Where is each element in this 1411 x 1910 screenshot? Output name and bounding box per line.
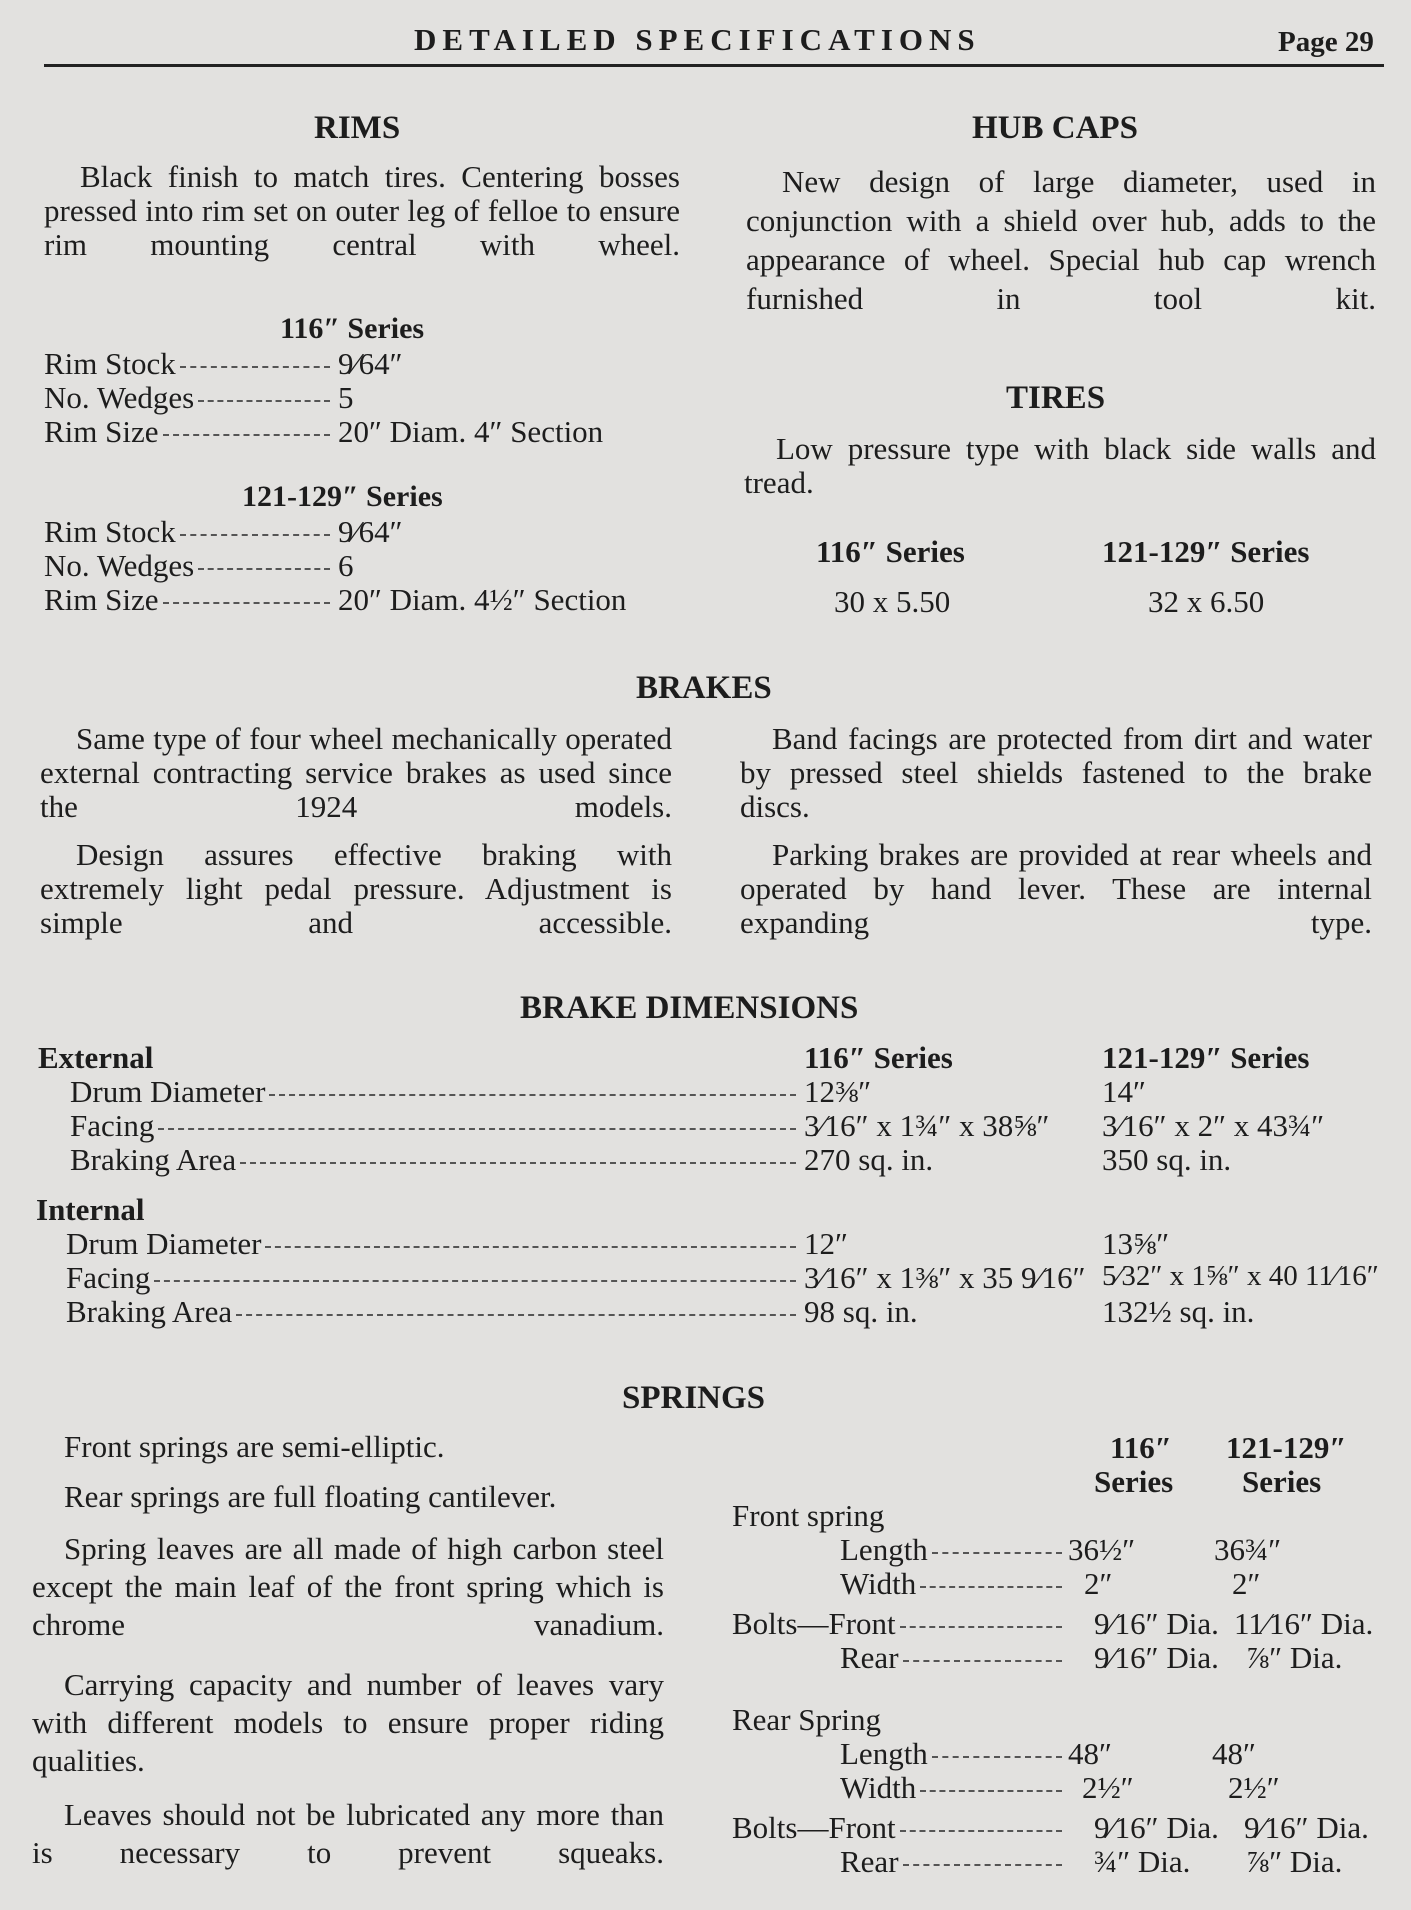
header-rule [44,64,1384,67]
brake-dims-heading: BRAKE DIMENSIONS [520,990,859,1026]
page-header-title: DETAILED SPECIFICATIONS [414,22,981,57]
rims-121-rim-stock-value: 9⁄64″ [338,514,403,549]
front-spring-bolts-rear-v1: 9⁄16″ Dia. [1094,1640,1219,1675]
rear-spring-row-bolts-front [732,1810,1066,1846]
leader-dots [920,1586,1062,1588]
rear-spring-length-v2: 48″ [1212,1736,1256,1771]
front-spring-width-v2: 2″ [1232,1566,1261,1601]
tires-col2-value: 32 x 6.50 [1148,584,1265,619]
page-number: Page 29 [1278,26,1374,58]
leader-dots [163,434,330,436]
row-label: Rim Stock [44,346,176,381]
rims-116-row-wedges [44,380,334,416]
front-spring-length-v1: 36½″ [1068,1532,1136,1567]
brake-ext-row-facing [70,1108,800,1144]
brake-int-area-v2: 132½ sq. in. [1102,1294,1255,1329]
leader-dots [163,602,330,604]
front-spring-bolts-front-v2: 11⁄16″ Dia. [1234,1606,1374,1641]
tires-col1-value: 30 x 5.50 [834,584,951,619]
rims-116-title: 116″ Series [280,312,425,345]
brake-int-facing-v2: 5⁄32″ x 1⅝″ x 40 11⁄16″ [1102,1260,1379,1292]
front-spring-title: Front spring [732,1498,885,1533]
springs-col2-head-b: Series [1242,1464,1322,1499]
tires-col2-head: 121-129″ Series [1102,534,1310,569]
rear-spring-bolts-rear-v1: ¾″ Dia. [1094,1844,1191,1879]
brake-ext-row-area [70,1142,800,1178]
springs-p4: Carrying capacity and number of leaves vary with different models to ensure proper riding qualities. [32,1667,664,1778]
brake-int-facing-v1: 3⁄16″ x 1⅜″ x 35 9⁄16″ [804,1260,1086,1295]
front-spring-bolts-front-v1: 9⁄16″ Dia. [1094,1606,1219,1641]
brake-dims-col1-head: 116″ Series [804,1040,953,1075]
leader-dots [265,1246,796,1248]
hubcaps-heading: HUB CAPS [972,110,1138,146]
brake-int-row-drum [66,1226,800,1262]
leader-dots [154,1280,796,1282]
brake-int-row-facing [66,1260,800,1296]
rear-spring-bolts-front-v2: 9⁄16″ Dia. [1244,1810,1369,1845]
brake-int-drum-v1: 12″ [804,1226,848,1261]
brake-internal-label: Internal [36,1192,145,1227]
springs-col1-head-a: 116″ [1110,1430,1172,1465]
row-label: Drum Diameter [66,1226,262,1261]
row-label: Width [840,1770,917,1805]
row-label: Braking Area [66,1294,233,1329]
front-spring-row-length [840,1532,1066,1568]
rear-spring-row-width [840,1770,1066,1806]
front-spring-width-v1: 2″ [1084,1566,1113,1601]
leader-dots [903,1660,1062,1662]
leader-dots [900,1830,1062,1832]
rims-116-wedges-value: 5 [338,380,354,415]
front-spring-row-bolts-rear [840,1640,1066,1676]
springs-col2-head-a: 121-129″ [1226,1430,1347,1465]
rims-116-rim-size-value: 20″ Diam. 4″ Section [338,414,604,449]
brakes-p4: Parking brakes are provided at rear wheels and operated by hand lever. These are internal expanding type. [740,837,1372,940]
springs-p3: Spring leaves are all made of high carbon steel except the main leaf of the front spring which is chrome vanadium. [32,1531,664,1642]
leader-dots [932,1552,1062,1554]
rims-116-row-rim-stock [44,346,334,382]
tires-col1-head: 116″ Series [816,534,965,569]
springs-p5: Leaves should not be lubricated any more than is necessary to prevent squeaks. [32,1797,664,1870]
leader-dots [198,400,330,402]
rims-121-wedges-value: 6 [338,548,354,583]
rear-spring-width-v2: 2½″ [1228,1770,1280,1805]
front-spring-row-width [840,1566,1066,1602]
brake-ext-facing-v1: 3⁄16″ x 1¾″ x 38⅝″ [804,1108,1050,1143]
row-label: Facing [66,1260,151,1295]
brake-ext-drum-v2: 14″ [1102,1074,1146,1109]
brake-ext-facing-v2: 3⁄16″ x 2″ x 43¾″ [1102,1108,1325,1143]
row-label: Length [840,1736,928,1771]
row-label: Rim Size [44,582,159,617]
leader-dots [158,1128,796,1130]
springs-p2: Rear springs are full floating cantilever. [64,1479,557,1514]
brake-int-row-area [66,1294,800,1330]
brake-ext-row-drum [70,1074,800,1110]
brake-int-drum-v2: 13⅝″ [1102,1226,1170,1261]
rear-spring-row-bolts-rear [840,1844,1066,1880]
rims-121-row-rim-size [44,582,334,618]
leader-dots [932,1756,1062,1758]
rims-body: Black finish to match tires. Centering bosses pressed into rim set on outer leg of felloe to ensure rim mounting central with wheel. [44,159,680,262]
row-label: Facing [70,1108,155,1143]
rims-121-row-wedges [44,548,334,584]
leader-dots [180,534,330,536]
row-label: No. Wedges [44,380,195,415]
leader-dots [900,1626,1062,1628]
row-label: No. Wedges [44,548,195,583]
tires-heading: TIRES [1006,380,1106,416]
brake-ext-area-v1: 270 sq. in. [804,1142,934,1177]
leader-dots [198,568,330,570]
leader-dots [903,1864,1062,1866]
brakes-heading: BRAKES [636,670,772,706]
front-spring-bolts-rear-v2: ⅞″ Dia. [1246,1640,1343,1675]
brakes-p3: Band facings are protected from dirt and water by pressed steel shields fastened to the brake discs. [740,721,1372,824]
row-label: Length [840,1532,928,1567]
tires-body: Low pressure type with black side walls and tread. [744,431,1376,500]
brake-ext-area-v2: 350 sq. in. [1102,1142,1232,1177]
rims-121-title: 121-129″ Series [242,480,443,513]
springs-heading: SPRINGS [622,1380,766,1416]
row-label: Drum Diameter [70,1074,266,1109]
front-spring-length-v2: 36¾″ [1214,1532,1282,1567]
row-label: Braking Area [70,1142,237,1177]
rims-121-row-rim-stock [44,514,334,550]
springs-p1: Front springs are semi-elliptic. [64,1429,445,1464]
row-label: Rim Stock [44,514,176,549]
brake-external-label: External [38,1040,154,1075]
leader-dots [920,1790,1062,1792]
row-label: Rear [840,1844,899,1879]
rims-116-row-rim-size [44,414,334,450]
springs-col1-head-b: Series [1094,1464,1174,1499]
rims-heading: RIMS [314,110,401,146]
brake-ext-drum-v1: 12⅜″ [804,1074,872,1109]
leader-dots [236,1314,796,1316]
leader-dots [180,366,330,368]
leader-dots [269,1094,796,1096]
rims-116-rim-stock-value: 9⁄64″ [338,346,403,381]
row-label: Width [840,1566,917,1601]
row-label: Bolts—Front [732,1606,896,1641]
brakes-p2: Design assures effective braking with extremely light pedal pressure. Adjustment is simple and accessible. [40,837,672,940]
rear-spring-length-v1: 48″ [1068,1736,1112,1771]
brake-int-area-v1: 98 sq. in. [804,1294,918,1329]
rear-spring-title: Rear Spring [732,1702,881,1737]
rear-spring-row-length [840,1736,1066,1772]
hubcaps-body: New design of large diameter, used in conjunction with a shield over hub, adds to the appearance of wheel. Special hub cap wrench furnished in tool kit. [746,164,1376,316]
row-label: Rim Size [44,414,159,449]
brakes-p1: Same type of four wheel mechanically operated external contracting service brakes as used since the 1924 models. [40,721,672,824]
rear-spring-width-v1: 2½″ [1082,1770,1134,1805]
brake-dims-col2-head: 121-129″ Series [1102,1040,1310,1075]
row-label: Bolts—Front [732,1810,896,1845]
front-spring-row-bolts-front [732,1606,1066,1642]
leader-dots [240,1162,796,1164]
rims-121-rim-size-value: 20″ Diam. 4½″ Section [338,582,627,617]
rear-spring-bolts-rear-v2: ⅞″ Dia. [1246,1844,1343,1879]
row-label: Rear [840,1640,899,1675]
rear-spring-bolts-front-v1: 9⁄16″ Dia. [1094,1810,1219,1845]
